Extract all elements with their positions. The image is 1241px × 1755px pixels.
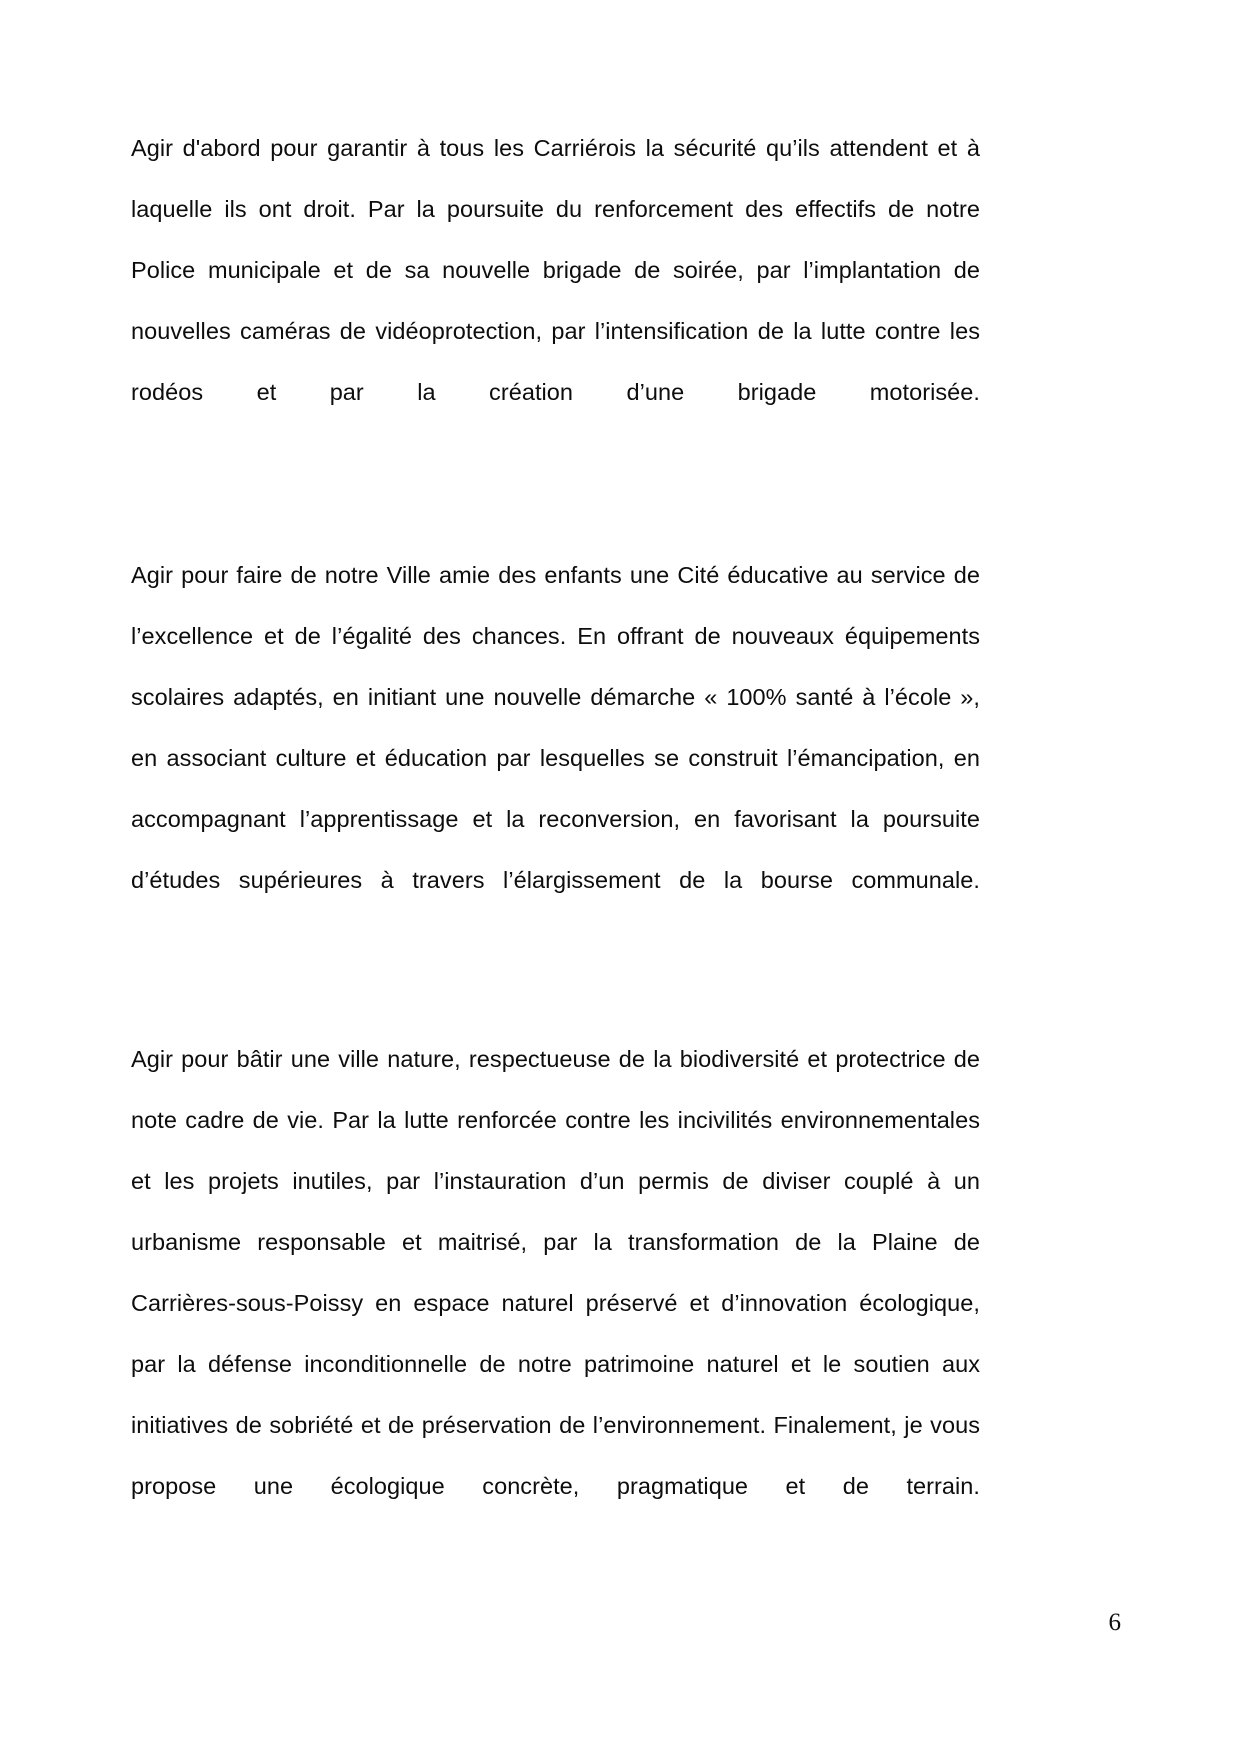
paragraph-environnement: Agir pour bâtir une ville nature, respectueuse de la biodiversité et protectrice de note cadre de vie. Par la lutte renforcée contre les incivilités environnementales et les projets inutiles, par l’instauration d’un permis de diviser couplé à un urbanisme responsable et maitrisé, par la transformation de la Plaine de Carrières-sous-Poissy en espace naturel préservé et d’innovation écologique, par la défense inconditionnelle de notre patrimoine naturel et le soutien aux initiatives de sobriété et de préservation de l’environnement. Finalement, je vous propose une écologique concrète, pragmatique et de terrain.: [131, 1046, 980, 1499]
paragraph-spacer: [131, 484, 980, 545]
page-number: 6: [1108, 1609, 1121, 1636]
paragraph-securite: Agir d'abord pour garantir à tous les Carriérois la sécurité qu’ils attendent et à laquelle ils ont droit. Par la poursuite du renforcement des effectifs de notre Police municipale et de sa nouvelle brigade de soirée, par l’implantation de nouvelles caméras de vidéoprotection, par l’intensification de la lutte contre les rodéos et par la création d’une brigade motorisée.: [131, 135, 980, 405]
paragraph-spacer: [131, 972, 980, 1029]
document-body: [131, 118, 980, 1578]
paragraph-education: Agir pour faire de notre Ville amie des enfants une Cité éducative au service de l’excellence et de l’égalité des chances. En offrant de nouveaux équipements scolaires adaptés, en initiant une nouvelle démarche « 100% santé à l’école », en associant culture et éducation par lesquelles se construit l’émancipation, en accompagnant l’apprentissage et la reconversion, en favorisant la poursuite d’études supérieures à travers l’élargissement de la bourse communale.: [131, 562, 980, 893]
